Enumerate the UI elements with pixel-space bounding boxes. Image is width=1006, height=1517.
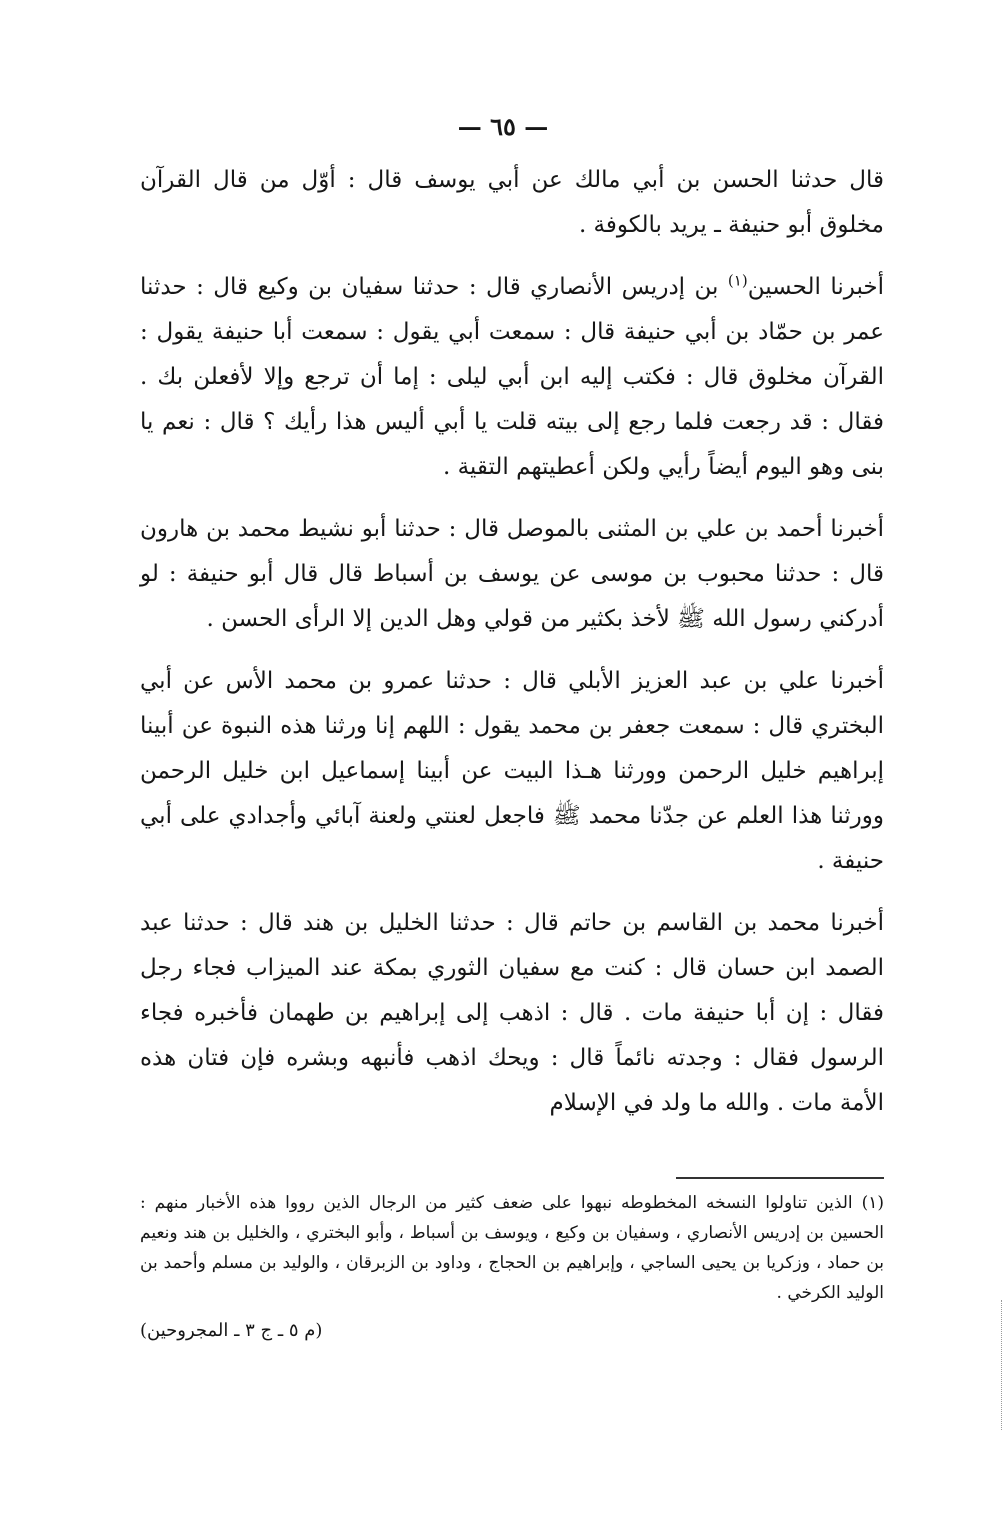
print-signature: (م ٥ ـ ج ٣ ـ المجروحين) <box>140 1320 323 1341</box>
footnote-reference: (١) <box>727 271 748 290</box>
paragraph-opening: أخبرنا الحسين <box>747 274 885 300</box>
page-number: — ٦٥ — <box>457 112 549 141</box>
paragraph <box>140 265 884 490</box>
paragraph: أخبرنا علي بن عبد العزيز الأبلي قال : حدثنا عمرو بن محمد الأس عن أبي البختري قال : سمعت جعفر بن محمد يقول : اللهم إنا ورثنا هذه النبوة عن أبينا إبراهيم خليل الرحمن وورثنا هـذا البيت عن أبينا إسماعيل ابن خليل الرحمن وورثنا هذا العلم عن جدّنا محمد ﷺ فاجعل لعنتي ولعنة آبائي وأجدادي على أبي حنيفة . <box>140 668 884 874</box>
scan-edge-mark <box>1000 1300 1002 1430</box>
paragraph: قال حدثنا الحسن بن أبي مالك عن أبي يوسف قال : أوّل من قال القرآن مخلوق أبو حنيفة ـ يريد بالكوفة . <box>140 167 884 238</box>
paragraph-body: عمر بن حمّاد بن أبي حنيفة قال : سمعت أبي يقول : سمعت أبا حنيفة يقول : القرآن مخلوق قال : فكتب إليه ابن أبي ليلى : إما أن ترجع وإلا لأفعلن بك . فقال : قد رجعت فلما رجع إلى بيته قلت يا أبي أليس هذا رأيك ؟ قال : نعم يا بنى وهو اليوم أيضاً رأيي ولكن أعطيتهم التقية . <box>140 319 884 480</box>
main-text <box>140 158 884 1126</box>
paragraph: أخبرنا أحمد بن علي بن المثنى بالموصل قال : حدثنا أبو نشيط محمد بن هارون قال : حدثنا محبوب بن موسى عن يوسف بن أسباط قال قال أبو حنيفة : لو أدركني رسول الله ﷺ لأخذ بكثير من قولي وهل الدين إلا الرأى الحسن . <box>140 516 884 632</box>
footnote-divider <box>676 1177 884 1179</box>
footnotes <box>140 1188 884 1308</box>
paragraph-opening-rest: بن إدريس الأنصاري قال : حدثنا سفيان بن وكيع قال : حدثنا <box>140 274 728 300</box>
footnote-item: (١) الذين تناولوا النسخه المخطوطه نبهوا على ضعف كثير من الرجال الذين رووا هذه الأخبار منهم : الحسين بن إدريس الأنصاري ، وسفيان بن وكيع ، ويوسف بن أسباط ، وأبو البختري ، والخليل بن هند ونعيم بن حماد ، وزكريا بن يحيى الساجي ، وإبراهيم بن الحجاج ، وداود بن الزبرقان ، والوليد بن مسلم وأحمد بن الوليد الكرخي . <box>140 1193 884 1303</box>
paragraph: أخبرنا محمد بن القاسم بن حاتم قال : حدثنا الخليل بن هند قال : حدثنا عبد الصمد ابن حسان قال : كنت مع سفيان الثوري بمكة عند الميزاب فجاء رجل فقال : إن أبا حنيفة مات . قال : اذهب إلى إبراهيم بن طهمان فأخبره فجاء الرسول فقال : وجدته نائماً قال : ويحك اذهب فأنبهه وبشره فإن فتان هذه الأمة مات . والله ما ولد في الإسلام <box>140 910 884 1116</box>
